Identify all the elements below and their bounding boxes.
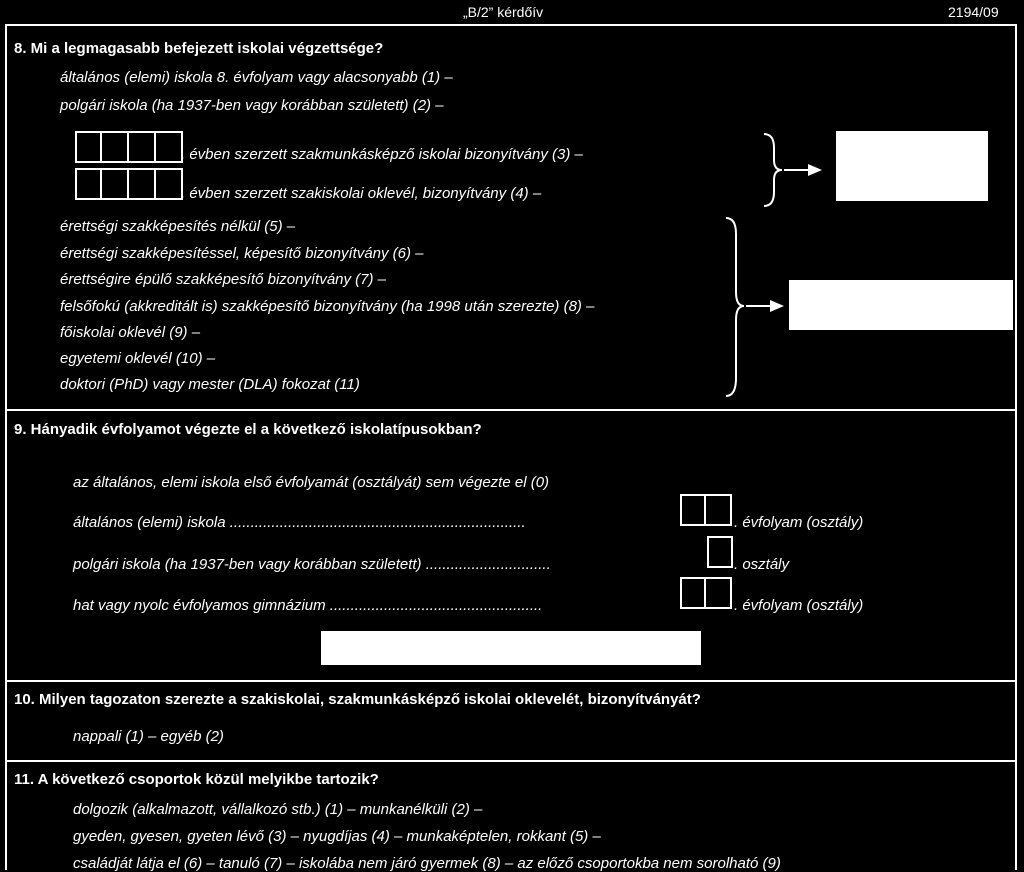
q9-option-none[interactable]: az általános, elemi iskola első évfolyamát (osztályát) sem végezte el (0) xyxy=(73,474,550,491)
q9-row3-label: hat vagy nyolc évfolyamos gimnázium ................................................... xyxy=(73,597,543,614)
grade-digit-box[interactable] xyxy=(706,494,732,526)
q8-title: 8. Mi a legmagasabb befejezett iskolai végzettsége? xyxy=(14,40,384,57)
q8-option-8[interactable]: felsőfokú (akkreditált is) szakképesítő bizonyítvány (ha 1998 után szerezte) (8) – xyxy=(60,298,595,315)
q9-row1-label: általános (elemi) iskola ....................................................................... xyxy=(73,514,526,531)
year-digit-box[interactable] xyxy=(102,168,129,200)
q8-option-10[interactable]: egyetemi oklevél (10) – xyxy=(60,350,216,367)
q8-option-2[interactable]: polgári iskola (ha 1937-ben vagy korábban született) (2) – xyxy=(60,97,444,114)
q8-year-boxes-3[interactable] xyxy=(75,131,183,163)
brace-arrow-icon xyxy=(722,214,788,400)
q9-row2-label: polgári iskola (ha 1937-ben vagy korábban született) .............................. xyxy=(73,556,551,573)
q9-row3-boxes[interactable] xyxy=(680,577,732,609)
q11-line-3[interactable]: családját látja el (6) – tanuló (7) – iskolába nem járó gyermek (8) – az előző csoportokba nem sorolható (9) xyxy=(73,855,781,872)
q10-answer[interactable]: nappali (1) – egyéb (2) xyxy=(73,728,224,745)
grade-digit-box[interactable] xyxy=(680,577,706,609)
q8-option-1[interactable]: általános (elemi) iskola 8. évfolyam vagy alacsonyabb (1) – xyxy=(60,69,453,86)
q9-title: 9. Hányadik évfolyamot végezte el a következő iskolatípusokban? xyxy=(14,421,482,438)
q11-title: 11. A következő csoportok közül melyikbe tartozik? xyxy=(14,771,379,788)
year-digit-box[interactable] xyxy=(156,131,183,163)
grade-digit-box[interactable] xyxy=(706,577,732,609)
q10-title: 10. Milyen tagozaton szerezte a szakiskolai, szakmunkásképző iskolai oklevelét, bizonyítványát? xyxy=(14,691,701,708)
year-digit-box[interactable] xyxy=(75,131,102,163)
q9-row1-unit: . évfolyam (osztály) xyxy=(734,514,864,531)
year-digit-box[interactable] xyxy=(102,131,129,163)
year-digit-box[interactable] xyxy=(129,168,156,200)
q11-line-1[interactable]: dolgozik (alkalmazott, vállalkozó stb.) (1) – munkanélküli (2) – xyxy=(73,801,483,818)
divider xyxy=(5,680,1017,682)
year-digit-box[interactable] xyxy=(156,168,183,200)
q8-answer-box-lower[interactable] xyxy=(789,280,1013,330)
q9-row2-unit: . osztály xyxy=(734,556,790,573)
q11-line-2[interactable]: gyeden, gyesen, gyeten lévő (3) – nyugdíjas (4) – munkaképtelen, rokkant (5) – xyxy=(73,828,601,845)
grade-digit-box[interactable] xyxy=(680,494,706,526)
q8-option-9[interactable]: főiskolai oklevél (9) – xyxy=(60,324,201,341)
q8-option-4[interactable]: . évben szerzett szakiskolai oklevél, bizonyítvány (4) – xyxy=(181,185,542,202)
grade-digit-box[interactable] xyxy=(707,536,733,568)
q8-answer-box-upper[interactable] xyxy=(836,131,988,201)
q8-year-boxes-4[interactable] xyxy=(75,168,183,200)
year-digit-box[interactable] xyxy=(75,168,102,200)
q9-row3-unit: . évfolyam (osztály) xyxy=(734,597,864,614)
q9-answer-box[interactable] xyxy=(321,631,701,665)
q8-option-7[interactable]: érettségire épülő szakképesítő bizonyítvány (7) – xyxy=(60,271,387,288)
divider xyxy=(5,760,1017,762)
divider xyxy=(5,409,1017,411)
year-digit-box[interactable] xyxy=(129,131,156,163)
q8-option-6[interactable]: érettségi szakképesítéssel, képesítő bizonyítvány (6) – xyxy=(60,245,424,262)
q8-option-11[interactable]: doktori (PhD) vagy mester (DLA) fokozat (11) xyxy=(60,376,360,393)
form-code: „B/2” kérdőív xyxy=(463,4,544,20)
q8-option-3[interactable]: . évben szerzett szakmunkásképző iskolai bizonyítvány (3) – xyxy=(181,146,583,163)
q9-row1-boxes[interactable] xyxy=(680,494,732,526)
q8-option-5[interactable]: érettségi szakképesítés nélkül (5) – xyxy=(60,218,296,235)
q9-row2-boxes[interactable] xyxy=(707,536,733,568)
form-number: 2194/09 xyxy=(948,4,999,20)
brace-arrow-icon xyxy=(760,130,830,210)
